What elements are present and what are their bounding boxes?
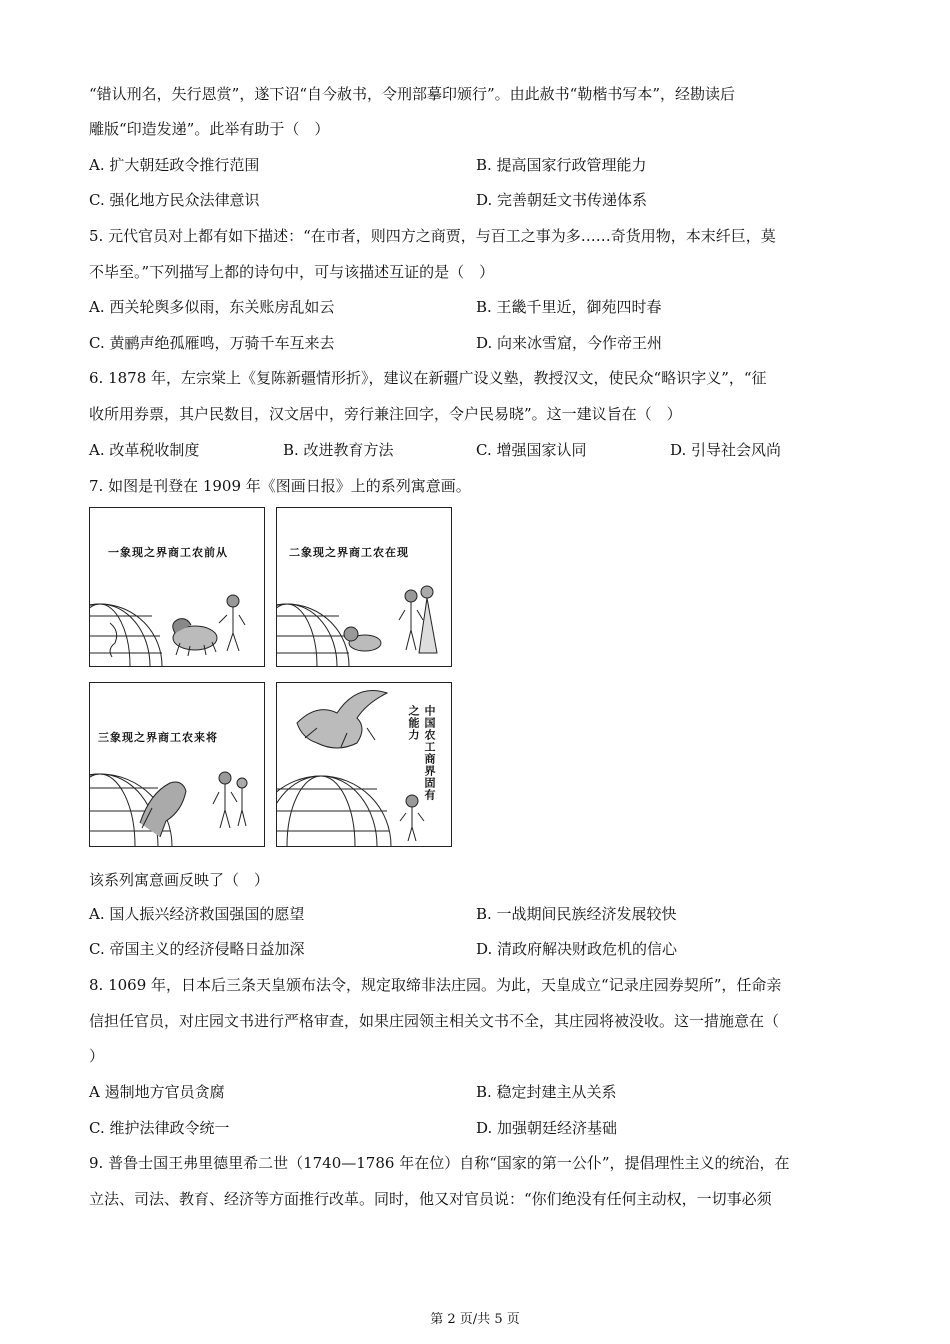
q6-line-1: 6. 1878 年，左宗棠上《复陈新疆情形折》，建议在新疆广设义塾，教授汉文，使民众“略识字义”，“征 xyxy=(89,369,767,387)
q6-option-a[interactable]: A. 改革税收制度 xyxy=(89,441,200,459)
cartoon-panel-4 xyxy=(276,682,452,847)
q4-line-2: 雕版“印造发递”。此举有助于（ ） xyxy=(89,120,330,138)
cartoon-panel-1 xyxy=(89,507,265,667)
cartoon-panel-3 xyxy=(89,682,265,847)
q5-option-a[interactable]: A. 西关轮舆多似雨，东关账房乱如云 xyxy=(89,298,335,316)
q6-line-2: 收所用券票，其户民数目，汉文居中，旁行兼注回字，令户民易晓”。这一建议旨在（ ） xyxy=(89,405,682,423)
q8-line-3: ） xyxy=(89,1047,105,1065)
q5-line-2: 不毕至。”下列描写上都的诗句中，可与该描述互证的是（ ） xyxy=(89,263,495,281)
q4-option-b[interactable]: B. 提高国家行政管理能力 xyxy=(476,156,647,174)
q4-option-c[interactable]: C. 强化地方民众法律意识 xyxy=(89,191,260,209)
q8-option-c[interactable]: C. 维护法律政令统一 xyxy=(89,1119,230,1137)
q5-option-d[interactable]: D. 向来冰雪窟，今作帝王州 xyxy=(476,334,663,352)
q7-question: 该系列寓意画反映了（ ） xyxy=(89,871,270,889)
q4-line-1: “错认刑名，失行恩赏”，遂下诏“自今赦书，令刑部摹印颁行”。由此赦书“勒楷书写本”，经勘读后 xyxy=(89,85,736,103)
q5-line-1: 5. 元代官员对上都有如下描述：“在市者，则四方之商贾，与百工之事为多……奇货用物，本末纤巨，莫 xyxy=(89,227,776,245)
panel-1-illustration xyxy=(90,508,264,666)
q5-option-c[interactable]: C. 黄鹂声绝孤雁鸣，万骑千车互来去 xyxy=(89,334,335,352)
q6-option-d[interactable]: D. 引导社会风尚 xyxy=(670,441,782,459)
q7-option-c[interactable]: C. 帝国主义的经济侵略日益加深 xyxy=(89,940,305,958)
q7-option-b[interactable]: B. 一战期间民族经济发展较快 xyxy=(476,905,677,923)
panel-3-caption: 三象现之界商工农来将 xyxy=(98,731,218,744)
q9-line-2: 立法、司法、教育、经济等方面推行改革。同时，他又对官员说：“你们绝没有任何主动权，一切事必须 xyxy=(89,1190,772,1208)
panel-1-caption: 一象现之界商工农前从 xyxy=(108,546,228,559)
q7-option-d[interactable]: D. 清政府解决财政危机的信心 xyxy=(476,940,678,958)
q8-option-b[interactable]: B. 稳定封建主从关系 xyxy=(476,1083,617,1101)
q8-option-a[interactable]: A 遏制地方官员贪腐 xyxy=(89,1083,225,1101)
q4-option-d[interactable]: D. 完善朝廷文书传递体系 xyxy=(476,191,648,209)
cartoon-panel-2 xyxy=(276,507,452,667)
q8-line-2: 信担任官员，对庄园文书进行严格审查，如果庄园领主相关文书不全，其庄园将被没收。这一措施意在（ xyxy=(89,1012,780,1030)
q9-line-1: 9. 普鲁士国王弗里德里希二世（1740—1786 年在位）自称“国家的第一公仆”，提倡理性主义的统治，在 xyxy=(89,1154,790,1172)
page-footer: 第 2 页/共 5 页 xyxy=(430,1312,520,1327)
q8-line-1: 8. 1069 年，日本后三条天皇颁布法令，规定取缔非法庄园。为此，天皇成立“记录庄园券契所”，任命亲 xyxy=(89,976,782,994)
q6-option-b[interactable]: B. 改进教育方法 xyxy=(283,441,394,459)
panel-2-illustration xyxy=(277,508,451,666)
q4-option-a[interactable]: A. 扩大朝廷政令推行范围 xyxy=(89,156,260,174)
q7-option-a[interactable]: A. 国人振兴经济救国强国的愿望 xyxy=(89,905,305,923)
q5-option-b[interactable]: B. 王畿千里近，御苑四时春 xyxy=(476,298,662,316)
panel-2-caption: 二象现之界商工农在现 xyxy=(289,546,409,559)
panel-4-caption: 中国农工商界固有之能力 xyxy=(407,705,436,801)
q8-option-d[interactable]: D. 加强朝廷经济基础 xyxy=(476,1119,618,1137)
panel-3-illustration xyxy=(90,683,264,846)
q6-option-c[interactable]: C. 增强国家认同 xyxy=(476,441,587,459)
q7-intro: 7. 如图是刊登在 1909 年《图画日报》上的系列寓意画。 xyxy=(89,477,471,495)
